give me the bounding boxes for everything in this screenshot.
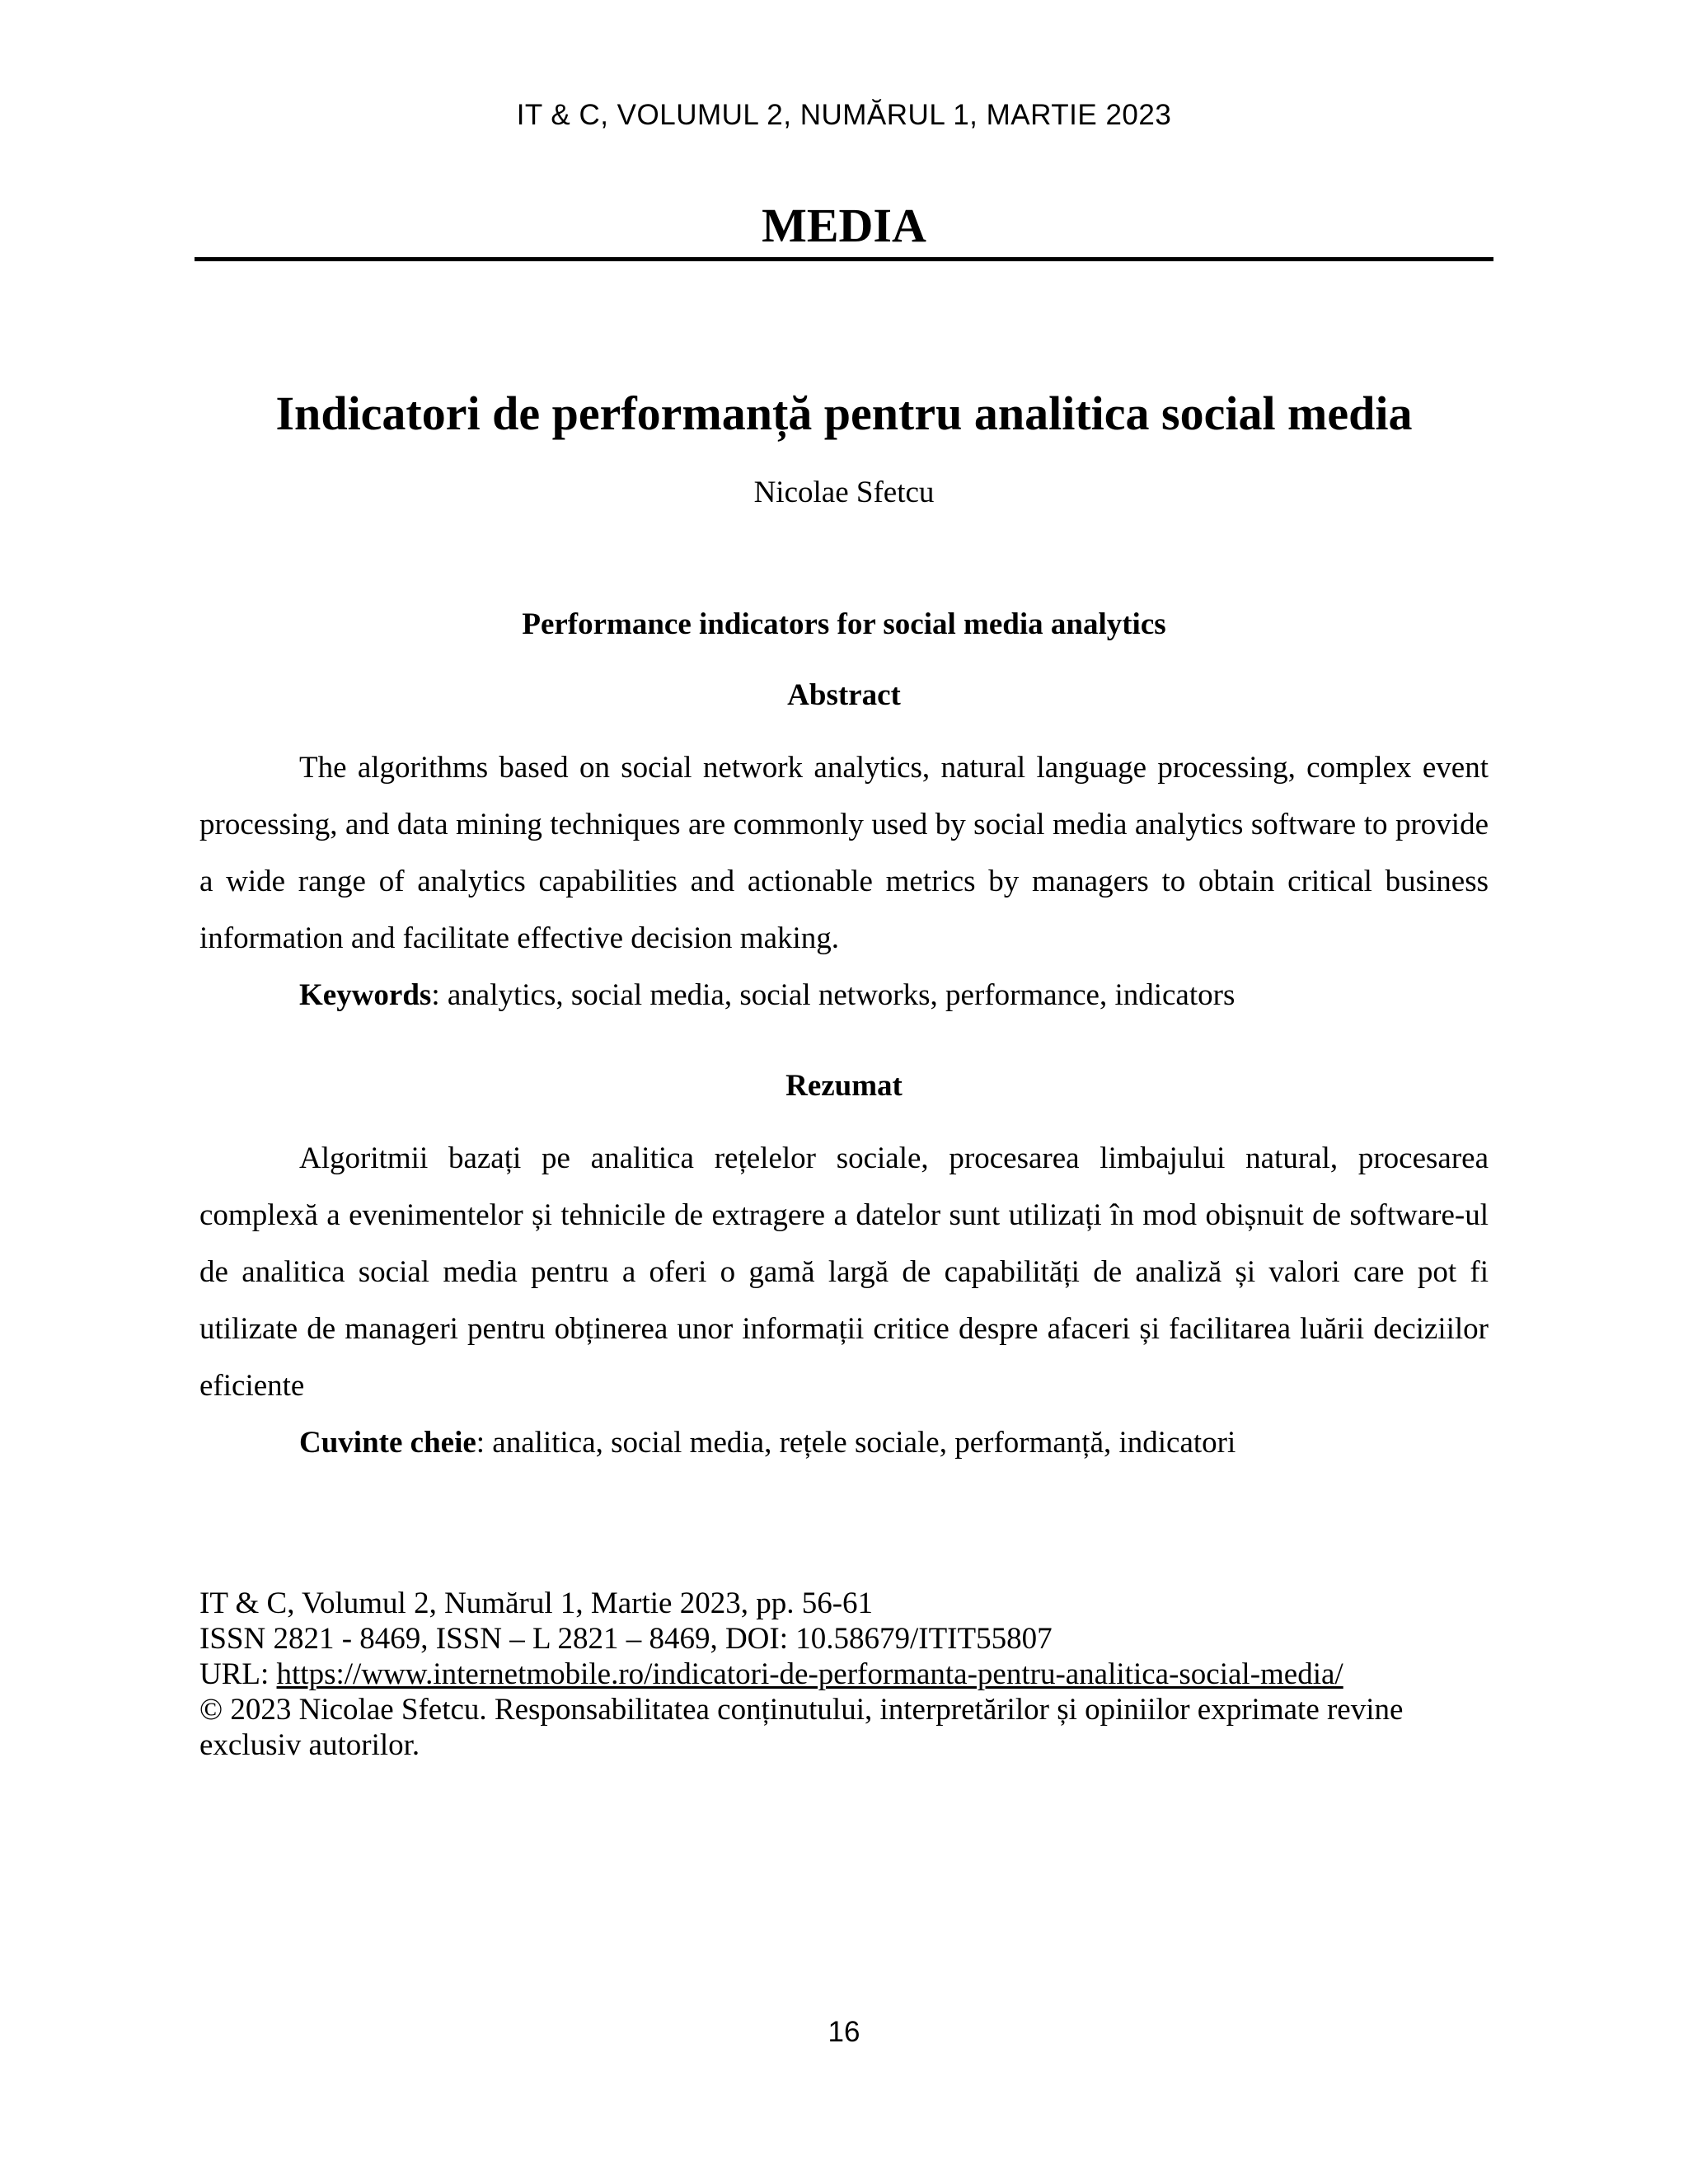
- rezumat-heading: Rezumat: [785, 1069, 903, 1103]
- abstract-keywords: [199, 967, 1489, 1024]
- cuvinte-cheie-list: : analitica, social media, rețele sociale, performanță, indicatori: [476, 1426, 1236, 1460]
- rezumat-keywords: [199, 1414, 1489, 1471]
- abstract-heading: Abstract: [787, 678, 901, 712]
- page-number: 16: [828, 2016, 860, 2048]
- citation-copyright: © 2023 Nicolae Sfetcu. Responsabilitatea conținutului, interpretărilor și opiniilor exprimate revine exclusiv autorilor.: [199, 1693, 1404, 1762]
- article-url-link[interactable]: https://www.internetmobile.ro/indicatori-de-performanta-pentru-analitica-social-media/: [276, 1657, 1343, 1691]
- keywords-list: : analytics, social media, social networks, performance, indicators: [431, 978, 1236, 1012]
- section-title: MEDIA: [762, 199, 926, 252]
- article-title: Indicatori de performanță pentru analitica social media: [275, 387, 1413, 440]
- rezumat-text: Algoritmii bazați pe analitica rețelelor sociale, procesarea limbajului natural, procesarea complexă a evenimentelor și tehnicile de extragere a datelor sunt utilizați în mod obișnuit de software-ul de analitica social media pentru a oferi o gamă largă de capabilități de analiză și valori care pot fi utilizate de manageri pentru obținerea unor informații critice despre afaceri și facilitarea luării deciziilor eficiente: [199, 1141, 1489, 1403]
- running-head: IT & C, VOLUMUL 2, NUMĂRUL 1, MARTIE 2023: [516, 99, 1172, 131]
- url-label: URL:: [199, 1657, 277, 1691]
- cuvinte-cheie-label: Cuvinte cheie: [299, 1426, 476, 1460]
- citation-issn-doi: ISSN 2821 - 8469, ISSN – L 2821 – 8469, DOI: 10.58679/ITIT55807: [199, 1622, 1053, 1656]
- section-divider: [195, 257, 1493, 261]
- keywords-label: Keywords: [299, 978, 432, 1012]
- abstract-text: The algorithms based on social network analytics, natural language processing, complex event processing, and data mining techniques are commonly used by social media analytics software to provide a wide range of analytics capabilities and actionable metrics by managers to obtain critical business information and facilitate effective decision making.: [199, 751, 1489, 955]
- english-title: Performance indicators for social media analytics: [522, 607, 1166, 641]
- citation-block: [199, 1586, 1502, 1763]
- citation-url-line: [199, 1657, 1502, 1692]
- citation-journal: IT & C, Volumul 2, Numărul 1, Martie 2023, pp. 56-61: [199, 1586, 874, 1620]
- author-name: Nicolae Sfetcu: [753, 476, 935, 509]
